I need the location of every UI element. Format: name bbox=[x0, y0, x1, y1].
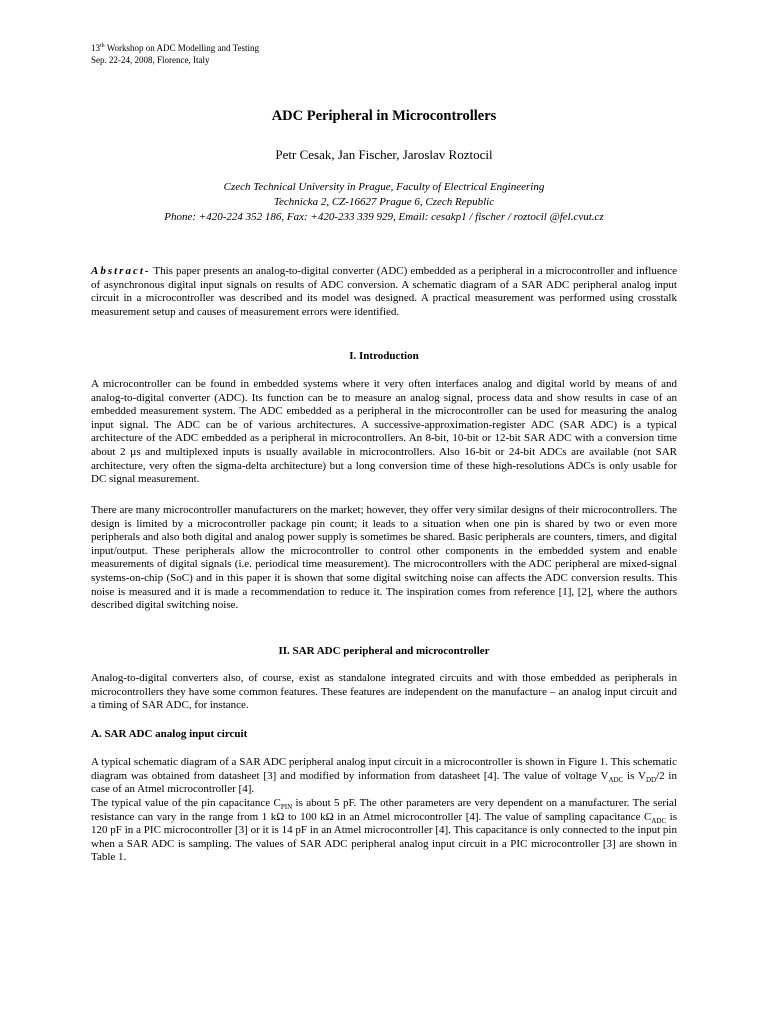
subsection-heading: A. SAR ADC analog input circuit bbox=[91, 728, 248, 740]
section-heading-sar-adc: II. SAR ADC peripheral and microcontroller bbox=[278, 645, 490, 657]
paragraph: A typical schematic diagram of a SAR ADC peripheral analog input circuit in a microcontroller is shown in Figure 1. This schematic diagram was obtained from datasheet [3] and modified by information from datasheet [4]. The value of voltage $V_{ADC}$ is $V_{DD}/2$ in case of an Atmel microcontroller [4]. bbox=[91, 756, 677, 796]
conference-name: 13th Workshop on ADC Modelling and Testing bbox=[91, 43, 259, 53]
conference-header bbox=[91, 42, 259, 66]
paper-authors: Petr Cesak, Jan Fischer, Jaroslav Roztocil bbox=[275, 147, 493, 162]
affiliation-line: Czech Technical University in Prague, Faculty of Electrical Engineering bbox=[223, 181, 545, 193]
abstract-label: Abstract- bbox=[91, 265, 151, 277]
paragraph: A microcontroller can be found in embedded systems where it very often interfaces analog and digital world by means of and analog-to-digital converter (ADC). Its function can be to measure an analog signal, process data and show results in case of an embedded measurement system. The ADC embedded as a peripheral in the microcontroller can be used for measuring the analog input signal. The ADC can be of various architectures. A successive-approximation-register ADC (SAR ADC) is a typical architecture of the ADC embedded as a peripheral in microcontrollers. An 8-bit, 10-bit or 12-bit SAR ADC with a conversion time about 2 µs and multiplexed inputs is usually available in microcontrollers. Also 16-bit or 24-bit ADCs are available (not SAR architecture, very often the sigma-delta architecture) but a long conversion time of these high-resolutions ADCs is only usable for DC signal measurement. bbox=[91, 378, 677, 486]
paragraph: The typical value of the pin capacitance $C_{PIN}$ is about 5 pF. The other parameters are very dependent on a manufacturer. The serial resistance can vary in the range from 1 kΩ to 100 kΩ in an Atmel microcontroller [4]. The value of sampling capacitance $C_{ADC}$ is 120 pF in a PIC microcontroller [3] or it is 14 pF in an Atmel microcontroller [4]. This capacitance is only connected to the input pin when a SAR ADC is sampling. The values of SAR ADC peripheral analog input circuit in a PIC microcontroller [3] are shown in Table 1. bbox=[91, 797, 677, 864]
paragraph: Analog-to-digital converters also, of course, exist as standalone integrated circuits and with those embedded as peripherals in microcontrollers they have some common features. These features are independent on the manufacture – an analog input circuit and a timing of SAR ADC, for instance. bbox=[91, 672, 677, 712]
section-heading-introduction: I. Introduction bbox=[349, 350, 419, 362]
affiliation bbox=[0, 180, 768, 225]
conference-date: Sep. 22-24, 2008, Florence, Italy bbox=[91, 55, 210, 65]
affiliation-line: Phone: +420-224 352 186, Fax: +420-233 339 929, Email: cesakp1 / fischer / roztocil @fel.cvut.cz bbox=[164, 211, 604, 223]
abstract-text: This paper presents an analog-to-digital converter (ADC) embedded as a peripheral in a microcontroller and influence of asynchronous digital input signals on results of ADC conversion. A schematic diagram of a SAR ADC peripheral analog input circuit in a microcontroller was described and its model was designed. A practical measurement was performed using crosstalk measurement setup and causes of measurement errors were identified. bbox=[91, 265, 677, 318]
abstract bbox=[91, 265, 677, 319]
paper-title: ADC Peripheral in Microcontrollers bbox=[271, 108, 497, 124]
paragraph: There are many microcontroller manufacturers on the market; however, they offer very similar designs of their microcontrollers. The design is limited by a microcontroller package pin count; it leads to a situation when one pin is shared by two or even more peripherals and also both digital and analog power supply is sometimes be shared. Basic peripherals are counters, timers, and digital input/output. These peripherals allow the microcontroller to control other components in the embedded system and enable measurements of digital signals (i.e. periodical time measurement). The microcontrollers with the ADC peripheral are mixed-signal systems-on-chip (SoC) and in this paper it is shown that some digital switching noise can affects the ADC conversion results. This noise is measured and it is made a recommendation to reduce it. The inspiration comes from reference [1], [2], where the authors described digital switching noise. bbox=[91, 504, 677, 612]
affiliation-line: Technicka 2, CZ-16627 Prague 6, Czech Republic bbox=[273, 196, 495, 208]
